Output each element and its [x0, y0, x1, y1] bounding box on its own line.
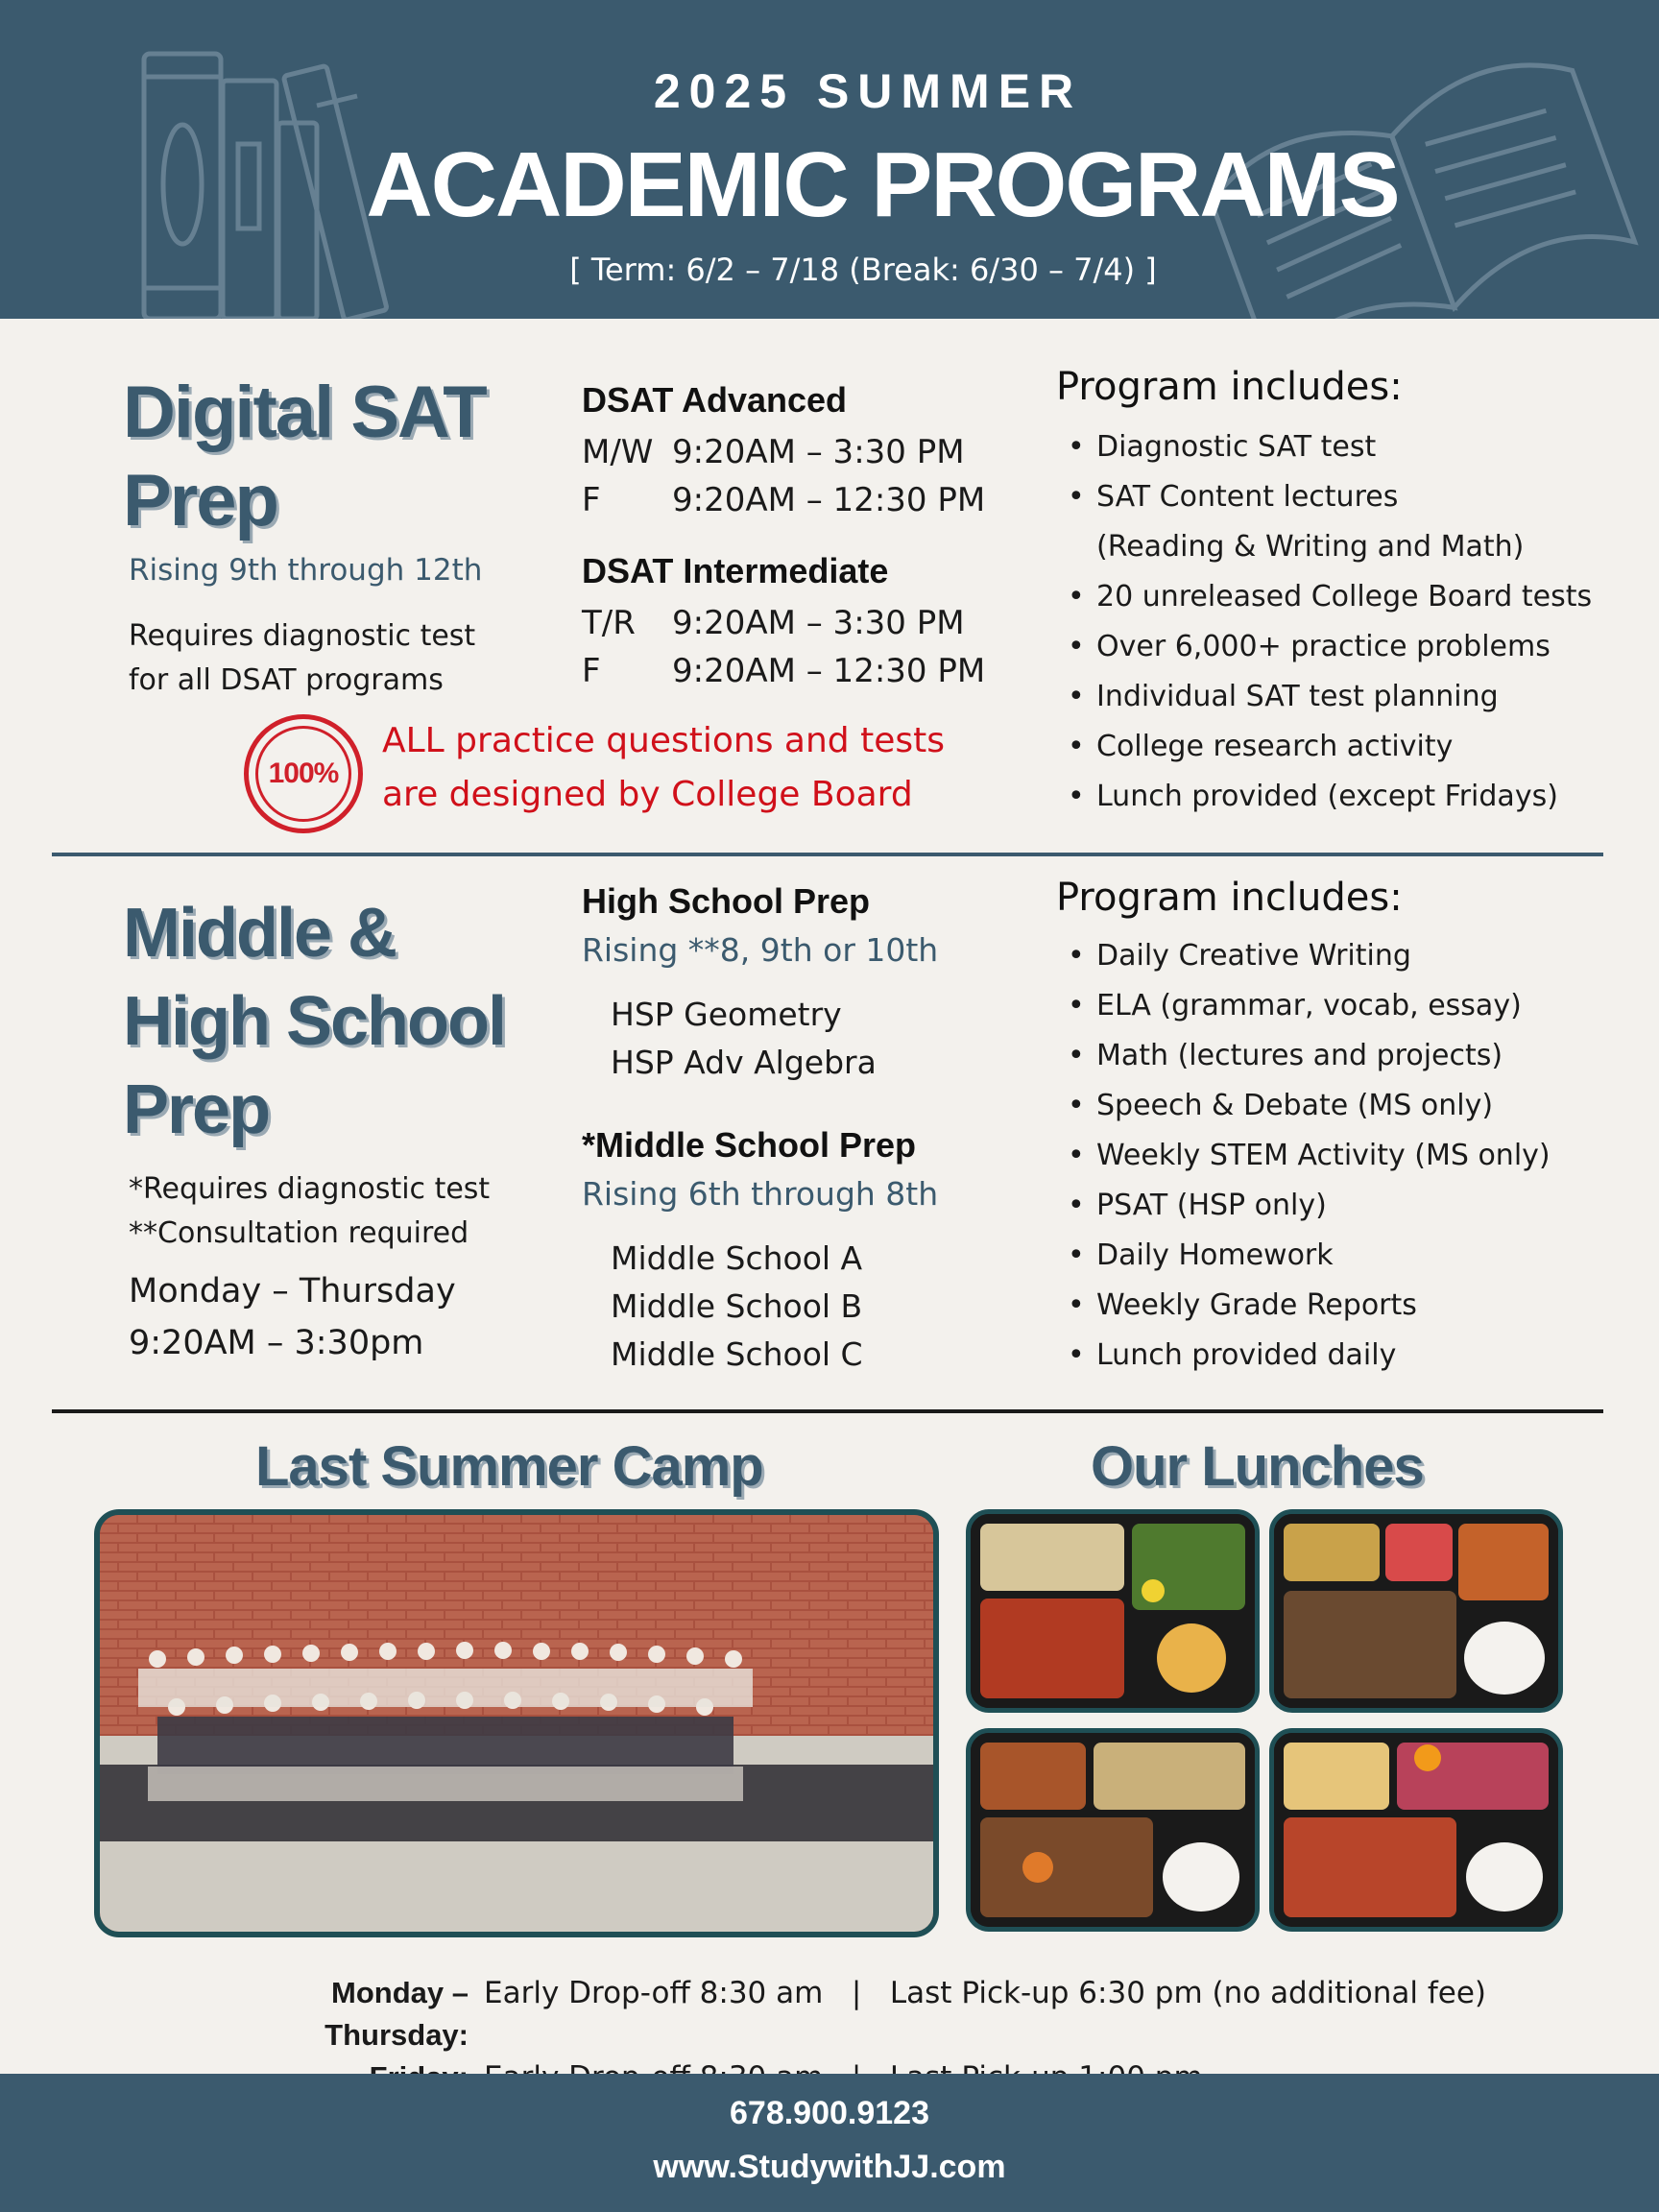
schedule-time: 9:20AM – 3:30 PM — [672, 604, 965, 642]
mshs-heading — [123, 889, 505, 1154]
list-item: Middle School B — [611, 1287, 863, 1325]
camp-photo-title: Last Summer Camp — [255, 1435, 763, 1498]
schedule-row — [582, 599, 985, 647]
website-link[interactable]: www.StudywithJJ.com — [653, 2149, 1006, 2185]
list-item: (Reading & Writing and Math) — [1096, 530, 1525, 564]
sat-includes-list — [1058, 422, 1592, 822]
list-item: • Speech & Debate (MS only) — [1058, 1081, 1551, 1131]
mshs-includes-list — [1058, 931, 1551, 1381]
list-item: • 20 unreleased College Board tests — [1058, 572, 1592, 622]
list-item: • Individual SAT test planning — [1058, 672, 1592, 722]
sat-grades: Rising 9th through 12th — [129, 553, 483, 588]
header-banner — [0, 0, 1659, 319]
lunch-box-image — [971, 1733, 1255, 1927]
list-item: • Weekly STEM Activity (MS only) — [1058, 1131, 1551, 1181]
header-overline: 2025 SUMMER — [653, 64, 1083, 118]
college-board-note-line1: ALL practice questions and tests — [382, 721, 945, 760]
list-item: HSP Geometry — [611, 996, 842, 1033]
sat-includes-title: Program includes: — [1056, 365, 1403, 409]
mshs-days: Monday – Thursday — [129, 1272, 456, 1310]
page-title: ACADEMIC PROGRAMS — [366, 133, 1399, 236]
lunch-photo-3 — [966, 1728, 1260, 1932]
schedule-row — [582, 476, 985, 524]
list-item: • Daily Creative Writing — [1058, 931, 1551, 981]
lunch-photo-1 — [966, 1509, 1260, 1713]
list-item: • SAT Content lectures — [1058, 472, 1592, 522]
list-item: • Lunch provided (except Fridays) — [1058, 772, 1592, 822]
lunch-box-image — [1274, 1514, 1558, 1708]
sat-note — [129, 614, 475, 703]
mshs-includes-title: Program includes: — [1056, 876, 1403, 920]
mshs-heading-line3: Prep — [123, 1071, 270, 1148]
schedule-time: 9:20AM – 3:30 PM — [672, 433, 965, 471]
list-item: • College research activity — [1058, 722, 1592, 772]
college-board-note — [382, 714, 945, 822]
mshs-heading-line1: Middle & — [123, 895, 396, 972]
hours-label: Monday – Thursday: — [325, 1976, 469, 2052]
mshs-note-line1: *Requires diagnostic test — [129, 1172, 491, 1206]
dsat-advanced-schedule — [582, 428, 985, 524]
sat-heading-line2: Prep — [123, 460, 277, 541]
college-board-note-line2: are designed by College Board — [382, 775, 913, 814]
mshs-schedule — [129, 1265, 456, 1369]
list-item: • Over 6,000+ practice problems — [1058, 622, 1592, 672]
hours-text: Early Drop-off 8:30 am | Last Pick-up 6:30 pm (no additional fee) — [484, 1976, 1487, 2010]
dsat-advanced-title: DSAT Advanced — [582, 380, 848, 420]
list-item: • Math (lectures and projects) — [1058, 1031, 1551, 1081]
lunch-box-image — [1274, 1733, 1558, 1927]
sat-note-line2: for all DSAT programs — [129, 663, 444, 697]
list-item: • ELA (grammar, vocab, essay) — [1058, 981, 1551, 1031]
mshs-note-line2: **Consultation required — [129, 1216, 469, 1250]
group-photo-image — [100, 1515, 933, 1932]
sat-note-line1: Requires diagnostic test — [129, 619, 476, 653]
list-item: Middle School C — [611, 1335, 863, 1373]
term-dates: [ Term: 6/2 – 7/18 (Break: 6/30 – 7/4) ] — [569, 252, 1157, 288]
hsp-title: High School Prep — [582, 881, 871, 921]
schedule-row — [582, 647, 985, 695]
msp-grades: Rising 6th through 8th — [582, 1175, 939, 1213]
hsp-courses — [611, 991, 877, 1087]
msp-title: *Middle School Prep — [582, 1125, 917, 1165]
hours-row-mon-thu — [0, 1972, 1659, 2056]
camp-group-photo — [94, 1509, 939, 1937]
sat-heading-line1: Digital SAT — [123, 372, 486, 453]
list-item: • Weekly Grade Reports — [1058, 1281, 1551, 1331]
dsat-intermediate-schedule — [582, 599, 985, 695]
section-divider — [52, 1409, 1603, 1413]
list-item: • PSAT (HSP only) — [1058, 1181, 1551, 1231]
schedule-day: M/W — [582, 433, 654, 471]
list-item: HSP Adv Algebra — [611, 1044, 877, 1081]
mshs-time: 9:20AM – 3:30pm — [129, 1324, 424, 1362]
100-percent-badge — [244, 714, 363, 833]
lunch-box-image — [971, 1514, 1255, 1708]
section-divider — [52, 853, 1603, 856]
schedule-time: 9:20AM – 12:30 PM — [672, 652, 986, 690]
list-item: • Diagnostic SAT test — [1058, 422, 1592, 472]
list-item: Middle School A — [611, 1239, 863, 1277]
mshs-heading-line2: High School — [123, 983, 505, 1060]
schedule-day: T/R — [582, 604, 636, 642]
dsat-intermediate-title: DSAT Intermediate — [582, 551, 889, 590]
lunch-photos-title: Our Lunches — [1091, 1435, 1424, 1498]
msp-courses — [611, 1235, 863, 1379]
schedule-day: F — [582, 481, 601, 519]
list-item: • Lunch provided daily — [1058, 1331, 1551, 1381]
lunch-photo-4 — [1269, 1728, 1563, 1932]
schedule-day: F — [582, 652, 601, 690]
lunch-photo-2 — [1269, 1509, 1563, 1713]
schedule-time: 9:20AM – 12:30 PM — [672, 481, 986, 519]
schedule-row — [582, 428, 985, 476]
badge-text: 100% — [255, 726, 351, 822]
footer-bar — [0, 2074, 1659, 2212]
sat-heading — [123, 369, 486, 545]
hsp-grades: Rising **8, 9th or 10th — [582, 931, 939, 969]
list-item: • Daily Homework — [1058, 1231, 1551, 1281]
phone-number[interactable]: 678.900.9123 — [730, 2095, 929, 2131]
mshs-notes — [129, 1167, 490, 1256]
